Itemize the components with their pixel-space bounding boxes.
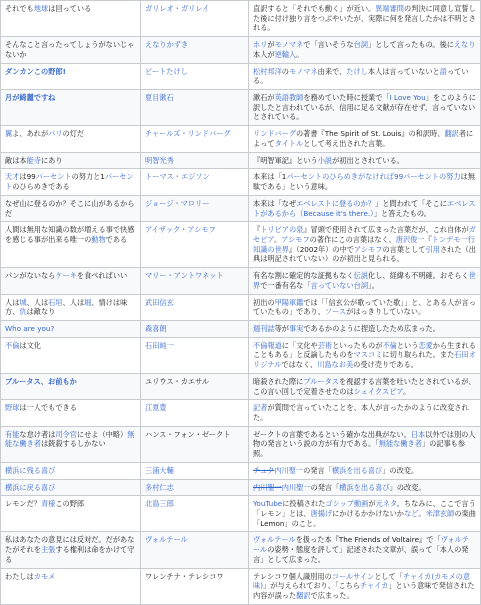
speaker-cell <box>141 169 249 195</box>
text-segment: パンがないなら <box>5 271 56 281</box>
text-segment: 」が与えられており、「こちら <box>263 581 361 591</box>
wiki-link[interactable]: 米津玄師 <box>425 509 455 519</box>
text-segment: 」と答えたもの。 <box>373 208 431 218</box>
text-segment: 。 <box>296 49 304 59</box>
table-row <box>1 1 481 37</box>
wiki-link[interactable]: モノマネ <box>288 66 318 76</box>
text-segment: として考え出された言葉。 <box>303 138 390 148</box>
wiki-link[interactable]: ガセビア <box>253 225 476 244</box>
wiki-link[interactable]: パーセント <box>5 172 134 192</box>
wiki-link[interactable]: アシモフ <box>281 234 310 244</box>
speaker-cell <box>141 222 249 268</box>
speaker-cell <box>141 337 249 373</box>
speaker-cell <box>141 268 249 294</box>
text-segment: 、情けは味方、 <box>5 297 128 317</box>
wiki-link[interactable]: 横浜を出る喜び <box>331 465 383 475</box>
text-segment: この野郎 <box>55 499 85 509</box>
wiki-link[interactable]: リンドバーグ <box>253 129 296 139</box>
text-segment: を視認する言葉を吐いたとされているが、この言い回しで定着させたのは <box>253 376 476 396</box>
wiki-link[interactable]: パリ <box>48 129 63 139</box>
wiki-link[interactable]: チャールズ・リンドバーグ <box>145 129 231 139</box>
text-segment: は文化 <box>19 340 41 350</box>
quote-cell <box>1 532 141 568</box>
note-cell <box>249 1 481 37</box>
wiki-link[interactable]: 翻訳 <box>296 591 311 601</box>
text-segment: の言葉として <box>382 244 426 254</box>
speaker-cell <box>141 479 249 496</box>
table-row <box>1 496 481 532</box>
quote-cell <box>1 462 141 479</box>
table-row <box>1 373 481 399</box>
wiki-link[interactable]: 言っていない台詞 <box>310 280 369 290</box>
text-segment: 本人は言っていないと <box>367 66 440 76</box>
text-segment: 化し、経緯も不明確。おそらく <box>368 271 469 281</box>
text-segment: 『明智軍記』という <box>253 155 318 165</box>
wiki-link[interactable]: 森喜朗 <box>145 323 167 333</box>
wiki-link[interactable]: ガリレオ・ガリレイ <box>145 4 210 13</box>
wiki-link[interactable]: カモメ <box>33 571 56 581</box>
wiki-link[interactable]: 記者 <box>253 403 268 413</box>
wiki-link[interactable]: YouTube <box>253 499 283 509</box>
quote-cell <box>1 222 141 268</box>
wiki-link[interactable]: えなりかずき <box>145 40 189 50</box>
wiki-link[interactable]: 夏目漱石 <box>145 93 174 103</box>
text-segment: そんなこと言ったってしょうがないじゃないか <box>5 40 135 59</box>
text-segment: 直訳すると「それでも動く」が近い。 <box>253 4 376 13</box>
speaker-cell <box>141 426 249 462</box>
wiki-link[interactable]: 野球 <box>5 403 20 413</box>
note-cell <box>249 169 481 195</box>
text-segment: 」として言ったもの。後に <box>368 40 454 50</box>
wiki-link[interactable]: 英語教師 <box>274 93 304 103</box>
wiki-link[interactable]: マスコミ <box>353 350 383 360</box>
text-segment: ユリウス・カエサル <box>145 376 210 386</box>
text-segment: では「「信玄公が歌っていた歌」」と、とある人が言っていたもの」であり、 <box>253 297 476 317</box>
wiki-link[interactable]: 仇 <box>19 307 27 317</box>
wiki-link[interactable]: 石田 <box>454 350 469 360</box>
wiki-link[interactable]: 武田信玄 <box>145 297 174 307</box>
speaker-cell <box>141 1 249 37</box>
wiki-link[interactable]: など <box>403 509 419 519</box>
text-segment: 人間は無用な知識の数が増える事で快感を感じる事が出来る唯一の <box>5 225 135 244</box>
wiki-link[interactable]: 不倫報道 <box>253 340 282 350</box>
wiki-link[interactable]: タイトル <box>274 138 304 148</box>
table-row <box>1 479 481 496</box>
wiki-link[interactable]: ヴォルテール <box>253 535 296 545</box>
text-segment: の著作にこの言葉はなく、 <box>309 234 396 244</box>
table-row <box>1 294 481 320</box>
speaker-cell <box>141 195 249 221</box>
text-segment: 人は <box>5 297 20 307</box>
wiki-link[interactable]: トリビアの泉 <box>260 225 304 235</box>
wiki-link[interactable]: 内川聖一 <box>281 482 311 492</box>
wiki-link[interactable]: 月が綺麗ですね <box>5 93 56 103</box>
wiki-link[interactable]: 無能な働き者 <box>378 439 422 449</box>
note-cell <box>249 426 481 462</box>
text-segment: にかけるかかけないか <box>332 509 404 519</box>
wiki-link[interactable]: トンデモ一行知識の世界 <box>253 234 475 254</box>
text-segment: 者によって <box>253 129 474 148</box>
text-segment: は99 <box>19 172 36 182</box>
wiki-link[interactable]: 引用 <box>425 244 440 254</box>
quote-cell <box>1 320 141 337</box>
wiki-link[interactable]: 台詞 <box>353 40 368 50</box>
note-cell <box>249 479 481 496</box>
note-cell <box>249 320 481 337</box>
table-row <box>1 400 481 426</box>
quote-cell <box>1 169 141 195</box>
text-segment: 暗殺された際に <box>253 376 304 386</box>
wiki-link[interactable]: マリー・アントワネット <box>145 271 224 281</box>
wiki-link[interactable]: 松村邦洋 <box>253 66 282 76</box>
speaker-cell <box>141 90 249 126</box>
note-cell <box>249 37 481 63</box>
wiki-link[interactable]: ブルータス、お前もか <box>5 376 77 386</box>
quote-cell <box>1 268 141 294</box>
text-segment: の発言「 <box>303 465 332 475</box>
wiki-link[interactable]: 司令官 <box>55 429 77 439</box>
text-segment: の灯だ <box>62 129 85 139</box>
wiki-link[interactable]: 日本 <box>410 429 426 439</box>
text-segment: 由来で、 <box>317 66 347 76</box>
quote-cell <box>1 152 141 169</box>
table-row <box>1 426 481 462</box>
text-segment: 『 <box>424 234 432 244</box>
wiki-link[interactable]: 石垣 <box>48 297 63 307</box>
table-row <box>1 320 481 337</box>
text-segment: 漱石が <box>253 93 275 103</box>
text-segment: 」と問われて「そこに <box>375 198 447 208</box>
note-cell <box>249 400 481 426</box>
text-segment: の楽曲「Lemon」のこと。 <box>253 509 476 528</box>
text-segment: は無駄である」という意味。 <box>253 172 475 192</box>
text-segment: 私はあなたの意見には反対だ。だがあなたがそれを <box>5 535 135 555</box>
wiki-link[interactable]: 唐沢俊一 <box>395 234 425 244</box>
text-segment: 」の記事も参照。 <box>253 439 466 459</box>
wiki-link[interactable]: 恋愛 <box>418 340 433 350</box>
wiki-link[interactable]: ゴシップ動画 <box>325 499 369 509</box>
note-cell <box>249 294 481 320</box>
table-row <box>1 532 481 568</box>
wiki-link[interactable]: エベレストに登るのか？ <box>296 198 375 208</box>
wiki-link[interactable]: ブルータス <box>303 376 339 386</box>
text-segment: ではなく、 <box>281 360 318 370</box>
wiki-link[interactable]: 不倫 <box>382 340 397 350</box>
speaker-cell <box>141 294 249 320</box>
text-segment: が <box>368 499 376 509</box>
wiki-link[interactable]: 事実 <box>288 323 304 333</box>
wiki-link[interactable]: エベレストがあるから（Because it's there.） <box>253 198 476 218</box>
text-segment: 『 <box>253 225 261 235</box>
speaker-cell <box>141 568 249 604</box>
text-segment: が <box>267 40 275 50</box>
text-segment: に切り取られた。また <box>382 350 455 360</box>
wiki-link[interactable]: アイザック・アシモフ <box>145 225 216 235</box>
text-segment: 敵は本 <box>5 155 27 165</box>
wiki-link[interactable]: 世界 <box>253 271 476 290</box>
text-segment: 」をこのように訳したと言われているが、信用に足る文献が存在せず、言っていないとされている。 <box>253 93 476 122</box>
text-segment: の受け売りである。 <box>353 360 418 370</box>
wiki-link[interactable]: 横浜を出る喜び <box>339 482 390 492</box>
text-segment: 以外では別の人物の発言という説の方が有力である。「 <box>253 429 476 449</box>
text-segment: で「言いそうな <box>303 40 354 50</box>
wiki-link[interactable]: 城 <box>19 297 27 307</box>
text-segment: な怠け者は <box>19 429 56 439</box>
wiki-link[interactable]: 北島三郎 <box>145 499 174 509</box>
wiki-link[interactable]: たけし <box>346 66 368 76</box>
text-segment: する権利は命をかけて守る <box>5 545 135 564</box>
table-row <box>1 462 481 479</box>
text-segment: 。 <box>418 509 426 519</box>
note-cell <box>249 90 481 126</box>
wiki-link[interactable]: ダンカンこの野郎! <box>5 66 66 76</box>
wiki-link[interactable]: えなり <box>453 40 476 50</box>
wiki-link[interactable]: ヴォルテール <box>145 535 188 545</box>
table-row <box>1 195 481 221</box>
speaker-cell <box>141 63 249 89</box>
text-segment: がはっきりしていない。 <box>346 307 426 317</box>
note-cell <box>249 152 481 169</box>
wiki-link[interactable]: オリジナル <box>253 350 476 370</box>
text-segment: 。 <box>274 234 282 244</box>
table-row <box>1 337 481 373</box>
wiki-link[interactable]: パーセント <box>35 172 72 182</box>
table-row <box>1 90 481 126</box>
table-row <box>1 126 481 152</box>
text-segment: を食べればいい <box>76 271 128 281</box>
table-row <box>1 169 481 195</box>
wiki-link[interactable]: ホリ <box>253 40 268 50</box>
quote-cell <box>1 63 141 89</box>
table-body <box>1 1 481 605</box>
quote-cell <box>1 294 141 320</box>
wiki-link[interactable]: 内川聖一 <box>274 465 304 475</box>
text-segment: という <box>396 340 419 350</box>
text-segment: に投稿された <box>282 499 326 509</box>
wiki-link[interactable]: 石田純一 <box>145 340 174 350</box>
note-cell <box>249 373 481 399</box>
wiki-link[interactable]: 芸術 <box>317 340 333 350</box>
text-segment: された（出典は明記されていない）のが初出と見られる。 <box>253 244 476 264</box>
wiki-link[interactable]: 横浜に戻る喜び <box>5 482 56 492</box>
speaker-cell <box>141 462 249 479</box>
wiki-link[interactable]: パーセントのひらめきがなければ99パーセントの努力 <box>286 172 461 182</box>
wiki-link[interactable]: 翼 <box>5 129 13 139</box>
table-row <box>1 63 481 89</box>
wiki-link[interactable]: 語 <box>439 66 447 76</box>
wiki-link[interactable]: ヴォルテール <box>253 535 470 555</box>
text-segment: は一人でもできる <box>19 403 77 413</box>
speaker-cell <box>141 320 249 337</box>
text-segment: 、人は <box>26 297 49 307</box>
text-segment: は敵なり <box>26 307 56 317</box>
speaker-cell <box>141 373 249 399</box>
quote-cell <box>1 479 141 496</box>
quote-cell <box>1 37 141 63</box>
text-segment: レモンだ？ <box>5 499 41 509</box>
text-segment: の判決に同意し宣誓した後に付け独り言をつぶやいたが、実際に何を発言したかは不明とされる。 <box>253 4 476 33</box>
text-segment: よ、あれが <box>12 129 49 139</box>
quote-cell <box>1 373 141 399</box>
text-segment: 、人は <box>62 297 85 307</box>
table-row <box>1 37 481 63</box>
text-segment: にせよ（中略） <box>76 429 128 439</box>
wiki-link[interactable]: チュク <box>253 465 275 475</box>
quote-cell <box>1 195 141 221</box>
note-cell <box>249 126 481 152</box>
quote-cell <box>1 337 141 373</box>
wiki-link[interactable]: 元ネタ <box>375 499 397 509</box>
speaker-cell <box>141 400 249 426</box>
note-cell <box>249 63 481 89</box>
wiki-link[interactable]: アシモフ <box>353 244 383 254</box>
wiki-link[interactable]: チャイカ <box>360 581 389 591</box>
text-segment: 」。 <box>368 280 379 290</box>
note-cell <box>249 268 481 294</box>
quote-cell <box>1 126 141 152</box>
text-segment: 本来は「なぜ <box>253 198 297 208</box>
wiki-link[interactable]: 主張 <box>40 545 56 555</box>
text-segment: 初出の <box>253 297 275 307</box>
wiki-link[interactable]: 多村仁志 <box>145 482 174 492</box>
text-segment: といったものが <box>332 340 383 350</box>
wiki-link[interactable]: Who are you? <box>5 323 55 333</box>
text-segment: で一番有名な「 <box>260 280 311 290</box>
wiki-link[interactable]: ソース <box>324 307 347 317</box>
wiki-link[interactable]: 内川聖一 <box>253 482 282 492</box>
text-segment: それでも <box>5 4 34 13</box>
text-segment: にあり <box>40 155 63 165</box>
wiki-link[interactable]: 三浦大輔 <box>145 465 174 475</box>
note-cell <box>249 568 481 604</box>
wiki-link[interactable]: 地球 <box>33 4 49 13</box>
speaker-cell <box>141 126 249 152</box>
wiki-link[interactable]: ケーキ <box>55 271 77 281</box>
text-segment: に「文化や <box>281 340 318 350</box>
wiki-link[interactable]: 無能な働き者 <box>5 429 135 449</box>
wiki-link[interactable]: トーマス・エジソン <box>145 172 210 182</box>
wiki-link[interactable]: 天才 <box>5 172 20 182</box>
text-segment: の <box>281 66 289 76</box>
text-segment: 」の改変。 <box>382 465 419 475</box>
wiki-link[interactable]: 不倫 <box>5 340 20 350</box>
quote-cell <box>1 426 141 462</box>
text-segment: 有名な割に確定的な証拠もなく <box>253 271 354 281</box>
text-segment: っている。 <box>253 66 469 86</box>
wiki-link[interactable]: 江夏豊 <box>145 403 167 413</box>
text-segment: なぜ山に登るのか？そこに山があるからだ <box>5 198 135 218</box>
text-segment: ハンス・フォン・ゼークト <box>145 429 231 439</box>
wiki-link[interactable]: 明智光秀 <box>145 155 174 165</box>
wiki-link[interactable]: 動物 <box>91 234 106 244</box>
wiki-link[interactable]: I Love You <box>389 93 426 103</box>
text-segment: を扱った本『The Friends of Voltaire』で「 <box>295 535 441 545</box>
wiki-link[interactable]: 横浜に残る喜び <box>5 465 56 475</box>
quote-cell <box>1 90 141 126</box>
table-row <box>1 568 481 604</box>
wiki-link[interactable]: 能寺 <box>26 155 41 165</box>
text-segment: 本来は「1 <box>253 172 287 182</box>
wiki-link[interactable]: チャイカ(カモメの意味) <box>253 571 471 591</box>
text-segment: 。ちなみに、ここで言う「レモン」とは、 <box>253 499 476 519</box>
speaker-cell <box>141 152 249 169</box>
table-row <box>1 152 481 169</box>
wiki-link[interactable]: 唐揚げ <box>310 509 333 519</box>
wiki-link[interactable]: 伝説 <box>353 271 369 281</box>
text-segment: ワレンチナ・テレシコワ <box>145 571 224 581</box>
speaker-cell <box>141 37 249 63</box>
text-segment: であるかのように捏造したため広まった。 <box>303 323 440 333</box>
note-cell <box>249 337 481 373</box>
text-segment: 』（2002年）の中で <box>288 244 354 254</box>
note-cell <box>249 532 481 568</box>
note-cell <box>249 462 481 479</box>
text-segment: 」という意味で発信された内容が誤った <box>253 581 475 601</box>
text-segment: で広まった。 <box>310 591 354 601</box>
wiki-link[interactable]: ジョージ・マロリー <box>145 198 210 208</box>
text-segment: として「 <box>374 571 403 581</box>
text-segment: 。 <box>403 386 411 396</box>
wiki-link[interactable]: 逆輸入 <box>274 49 297 59</box>
table-row <box>1 268 481 294</box>
text-segment: のひらめきである <box>12 182 70 192</box>
text-segment: は銃殺するしかない <box>40 439 106 449</box>
text-segment: テレシコワ個人識別用の <box>253 571 332 581</box>
text-segment: 等が <box>274 323 289 333</box>
wiki-link[interactable]: 小説 <box>317 155 333 165</box>
text-segment: が初出とされている。 <box>332 155 404 165</box>
text-segment: の努力と1 <box>71 172 105 182</box>
wiki-link[interactable]: モノマネ <box>274 40 304 50</box>
wiki-link[interactable]: コールサイン <box>331 571 375 581</box>
text-segment: 」の改変。 <box>389 482 426 492</box>
text-segment: ゼークトの言葉であるという確かな出典がない。 <box>253 429 411 439</box>
text-segment: から生まれることもある」と反論したものを <box>253 340 476 360</box>
quote-cell <box>1 1 141 37</box>
text-segment: の著書『The Spirit of St. Louis』の和訳時、 <box>295 129 445 139</box>
wiki-link[interactable]: 青様 <box>40 499 56 509</box>
note-cell <box>249 195 481 221</box>
wiki-link[interactable]: 堀 <box>84 297 92 307</box>
speaker-cell <box>141 496 249 532</box>
text-segment: の発言「 <box>310 482 340 492</box>
table-row <box>1 222 481 268</box>
wiki-link[interactable]: 異端審問 <box>375 4 404 13</box>
text-segment: である <box>105 234 128 244</box>
text-segment: を務めていた時に授業で「 <box>303 93 390 103</box>
text-segment: 』冒頭で使用されて広まった言葉だが、これ自体が <box>303 225 469 235</box>
wiki-link[interactable]: 川島なお美 <box>317 360 354 370</box>
text-segment: は回っている <box>48 4 92 13</box>
wiki-link[interactable]: ビートたけし <box>145 66 188 76</box>
speaker-cell <box>141 532 249 568</box>
wiki-link[interactable]: 週刊誌 <box>253 323 275 333</box>
wiki-link[interactable]: シェイクスピア <box>353 386 404 396</box>
text-segment: わたしは <box>5 571 34 581</box>
wiki-link[interactable]: 甲陽軍鑑 <box>274 297 304 307</box>
text-segment: が質問で言っていたことを、本人が言ったかのように改変された。 <box>253 403 469 422</box>
text-segment: 本人が <box>253 49 275 59</box>
quote-cell <box>1 400 141 426</box>
quote-cell <box>1 496 141 532</box>
note-cell <box>249 222 481 268</box>
wiki-link[interactable]: 翻訳 <box>444 129 459 139</box>
note-cell <box>249 496 481 532</box>
quote-cell <box>1 568 141 604</box>
wiki-link[interactable]: 有能 <box>5 429 20 439</box>
text-segment: の姿勢・態度を評して」記述された文章が、誤って「本人の発言」として広まった。 <box>253 545 469 564</box>
